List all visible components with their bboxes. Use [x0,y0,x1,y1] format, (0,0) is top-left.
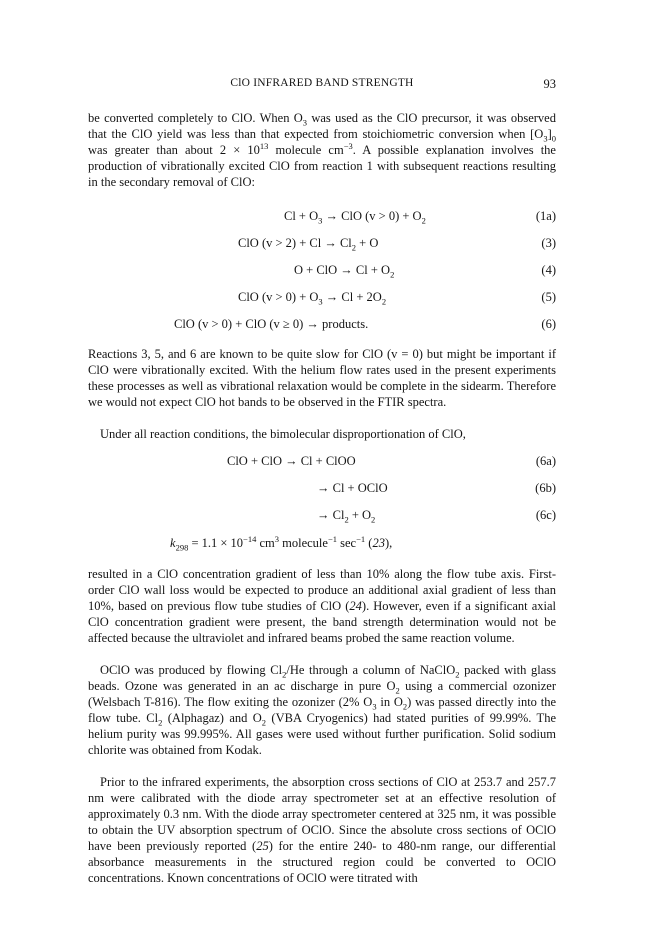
rate-constant [88,535,556,551]
paragraph-text: be converted completely to ClO. When $O_3$ was used as the ClO precursor, it was observed that the ClO yield was less than that expected from stoichiometric conversion when $[O_3]_0$ was greater than about $2 \times 10^{13}$ molecule $cm^{-3}$. A possible explanation involves the production of vibrationally excited ClO from reaction 1 with subsequent reactions resulting in the secondary removal of ClO: [88,111,556,189]
running-head [88,77,556,93]
running-title: ClO INFRARED BAND STRENGTH [230,77,414,89]
paragraph-gradient [88,566,556,646]
equation-number: (6b) [535,481,556,495]
equation-6b [88,480,556,496]
equation-number: (6c) [535,508,556,522]
equation-3 [88,235,556,251]
equation-6c [88,507,556,523]
equation-6a [88,453,556,469]
equation-number: (3) [541,236,556,250]
equation-4 [88,262,556,278]
equation-6 [88,316,556,332]
paragraph-cross-sections [88,774,556,886]
paragraph-reactions [88,346,556,410]
equation-number: (1a) [535,209,556,223]
equation-text: ClO $(v > 2) + Cl \to Cl_2 + O$ [238,236,379,253]
equation-number: (6) [541,317,556,331]
paragraph-text: resulted in a ClO concentration gradient of less than 10% along the flow tube axis. First-order ClO wall loss would be expected to produce an additional axial gradient of less than 10%, based on previous flow tube studies of ClO (24). However, even if a significant axial ClO concentration gradient were present, the band strength determination would not be affected because the ultraviolet and infrared beams probed the same reaction volume. [88,567,556,645]
equation-text: O + ClO → $Cl + O_2$ [294,263,395,280]
paragraph-intro [88,110,556,190]
page-number: 93 [543,77,556,91]
equation-5 [88,289,556,305]
equation-text: ClO $(v > 0) + O_3 \to Cl + 2O_2$ [238,290,387,307]
paragraph-text: Under all reaction conditions, the bimolecular disproportionation of ClO, [100,427,466,441]
equation-number: (4) [541,263,556,277]
paragraph-text: Prior to the infrared experiments, the absorption cross sections of ClO at 253.7 and 257.7 nm were calibrated with the diode array spectrometer set at an effective resolution of approximately 0.3 nm. With the diode array spectrometer centered at 325 nm, it was possible to obtain the UV absorption spectrum of OClO. Since the absolute cross sections of OClO have been previously reported (25) for the entire 240- to 480-nm range, our differential absorbance measurements in the structured region could be converted to OClO concentrations. Known concentrations of OClO were titrated with [88,775,556,885]
paragraph-disproportionation [88,426,556,442]
paragraph-text: OClO was produced by flowing $Cl_2/He$ through a column of NaClO$_2$ packed with glass beads. Ozone was generated in an ac discharge in pure $O_2$ using a commercial ozonizer (Welsbach T-816). The flow exiting the ozonizer (2% $O_3$ in $O_2$) was passed directly into the flow tube. $Cl_2$ (Alphagaz) and $O_2$ (VBA Cryogenics) had stated purities of 99.99%. The helium purity was 99.995%. All gases were used without further purification. Solid sodium chlorite was obtained from Kodak. [88,663,556,757]
equation-text: → $Cl_2 + O_2$ [317,508,376,525]
paragraph-text: Reactions 3, 5, and 6 are known to be quite slow for ClO (v = 0) but might be important if ClO were vibrationally excited. With the helium flow rates used in the present experiments these processes as well as vibrational relaxation would be complete in the sidearm. Therefore we would not expect ClO hot bands to be observed in the FTIR spectra. [88,347,556,409]
paragraph-oclo-production [88,662,556,758]
equation-text: $Cl + O_3$ → ClO $(v > 0) + O_2$ [284,209,426,226]
equation-text: → Cl + OClO [317,481,388,495]
rate-constant-text: $k_{298} = 1.1 \times 10^{-14}$ $cm^3$ molecule$^{-1}$ $\sec^{-1} (23)$, [170,533,393,553]
equation-number: (5) [541,290,556,304]
equation-text: ClO + ClO → Cl + ClOO [227,454,356,468]
equation-text: ClO (v > 0) + ClO (v ≥ 0) → products. [174,317,369,331]
equation-1a [88,208,556,224]
equation-number: (6a) [535,454,556,468]
